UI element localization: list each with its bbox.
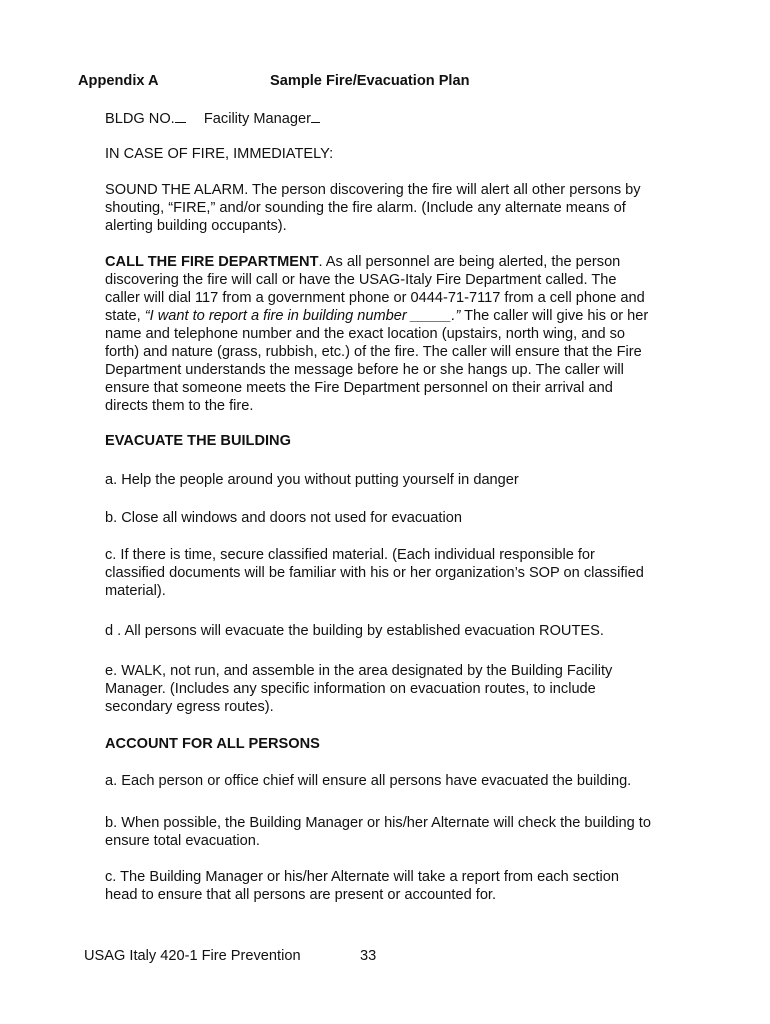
appendix-label: Appendix A: [78, 73, 159, 89]
text-line: head to ensure that all persons are present or accounted for.: [105, 887, 497, 903]
bldg-no-blank: [175, 111, 186, 123]
text-line: e. WALK, not run, and assemble in the area designated by the Building Facility: [105, 663, 613, 679]
call-fire-department-heading: CALL THE FIRE DEPARTMENT: [105, 254, 319, 270]
text-line: [105, 253, 675, 271]
account-item-a: a. Each person or office chief will ensure all persons have evacuated the building.: [105, 773, 632, 789]
text-line: forth) and nature (grass, rubbish, etc.) of the fire. The caller will ensure that the Fire: [105, 344, 642, 360]
text-line: [105, 307, 675, 325]
text-line: alerting building occupants).: [105, 218, 287, 234]
text-line: Manager. (Includes any specific information on evacuation routes, to include: [105, 681, 596, 697]
account-item-c: [105, 868, 675, 904]
text-line: directs them to the fire.: [105, 398, 254, 414]
report-phrase: “I want to report a fire in building number _____.”: [144, 308, 461, 324]
text-line: Department understands the message before he or she hangs up. The caller will: [105, 362, 624, 378]
text-line: c. The Building Manager or his/her Alternate will take a report from each section: [105, 869, 620, 885]
text-line: SOUND THE ALARM. The person discovering the fire will alert all other persons by: [105, 182, 641, 198]
text-span: The caller will give his or her: [460, 308, 649, 324]
text-line: name and telephone number and the exact location (upstairs, north wing, and so: [105, 326, 626, 342]
text-line: discovering the fire will call or have the USAG-Italy Fire Department called. The: [105, 272, 617, 288]
evacuate-item-a: a. Help the people around you without putting yourself in danger: [105, 472, 519, 488]
text-line: material).: [105, 583, 166, 599]
facility-manager-label: Facility Manager: [203, 111, 311, 127]
account-item-b: [105, 814, 675, 850]
text-span: . As all personnel are being alerted, the person: [318, 254, 621, 270]
document-title: Sample Fire/Evacuation Plan: [270, 73, 470, 89]
text-line: shouting, “FIRE,” and/or sounding the fire alarm. (Include any alternate means of: [105, 200, 626, 216]
text-line: caller will dial 117 from a government phone or 0444-71-7117 from a cell phone and: [105, 290, 645, 306]
text-line: c. If there is time, secure classified material. (Each individual responsible for: [105, 547, 595, 563]
bldg-no-label: BLDG NO.: [105, 111, 175, 127]
facility-manager-blank: [311, 111, 320, 123]
evacuate-heading: EVACUATE THE BUILDING: [105, 433, 291, 449]
text-line: b. When possible, the Building Manager or his/her Alternate will check the building to: [105, 815, 651, 831]
text-line: ensure that someone meets the Fire Department personnel on their arrival and: [105, 380, 613, 396]
text-line: classified documents will be familiar with his or her organization’s SOP on classified: [105, 565, 644, 581]
evacuate-item-c: [105, 546, 675, 600]
text-line: ensure total evacuation.: [105, 833, 260, 849]
evacuate-item-b: b. Close all windows and doors not used for evacuation: [105, 510, 462, 526]
call-fire-department-paragraph: [105, 253, 675, 415]
evacuate-item-e: [105, 662, 675, 716]
account-heading: ACCOUNT FOR ALL PERSONS: [105, 736, 320, 752]
evacuate-item-d: d . All persons will evacuate the building by established evacuation ROUTES.: [105, 623, 604, 639]
text-line: secondary egress routes).: [105, 699, 274, 715]
building-info-line: [105, 110, 675, 128]
sound-alarm-paragraph: [105, 181, 675, 235]
text-span: state,: [105, 308, 145, 324]
footer-document-id: USAG Italy 420-1 Fire Prevention: [84, 948, 301, 964]
in-case-heading: IN CASE OF FIRE, IMMEDIATELY:: [105, 146, 334, 162]
footer-page-number: 33: [360, 948, 377, 964]
